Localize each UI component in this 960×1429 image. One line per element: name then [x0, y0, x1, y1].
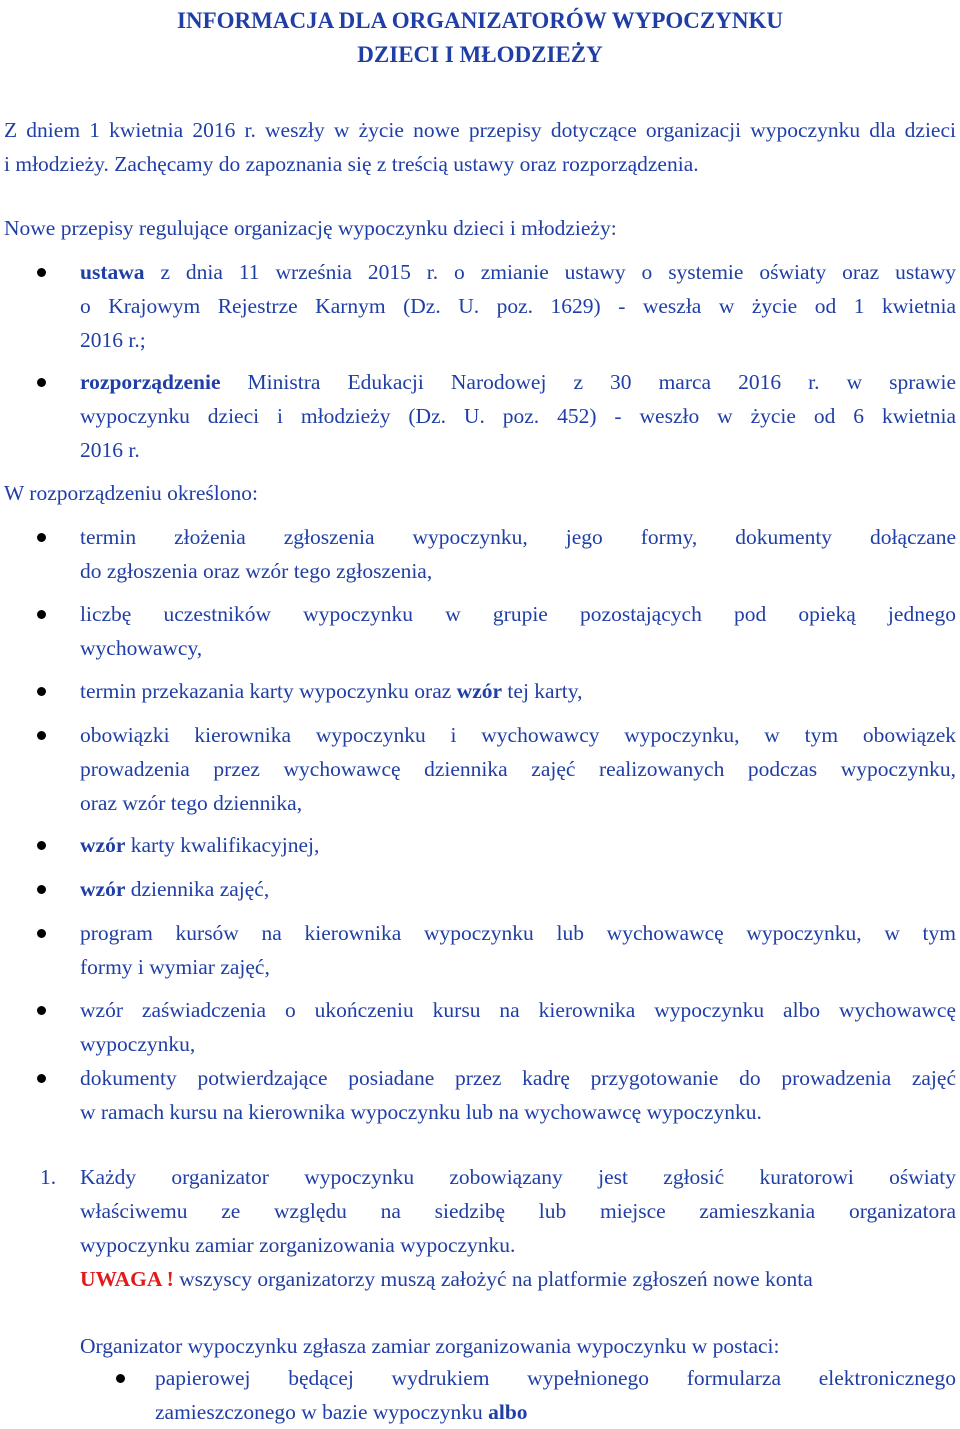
specified-item: dokumenty potwierdzające posiadane przez kadrę przygotowanie do prowadzenia zajęć w ramach kursu na kierownika wypoczynku lub na wychowawcę wypoczynku. — [80, 1066, 956, 1124]
bullet-icon — [116, 1374, 125, 1383]
regulation-item-ustawa — [80, 255, 956, 357]
specified-item: program kursów na kierownika wypoczynku lub wychowawcę wypoczynku, w tym formy i wymiar zajęć, — [80, 921, 956, 979]
list-number: 1. — [40, 1165, 57, 1189]
regulation-line: ustawa z dnia 11 września 2015 r. o zmianie ustawy o systemie oświaty oraz ustawy — [80, 260, 956, 284]
bullet-icon — [37, 731, 46, 740]
specified-item: obowiązki kierownika wypoczynku i wychowawcy wypoczynku, w tym obowiązek prowadzenia przez wychowawcę dziennika zajęć realizowanych podczas wypoczynku, oraz wzór tego dziennika, — [80, 723, 956, 815]
bullet-icon — [37, 533, 46, 542]
specified-item: termin złożenia zgłoszenia wypoczynku, jego formy, dokumenty dołączane do zgłoszenia oraz wzór tego zgłoszenia, — [80, 525, 956, 583]
rozporzadzenie-link[interactable]: rozporządzenie — [80, 370, 221, 394]
form-option-item: papierowej będącej wydrukiem wypełnionego formularza elektronicznego zamieszczonego w bazie wypoczynku albo — [155, 1366, 956, 1424]
warning-line: UWAGA ! wszyscy organizatorzy muszą założyć na platformie zgłoszeń nowe konta — [80, 1267, 813, 1291]
specified-heading: W rozporządzeniu określono: — [4, 481, 258, 505]
document-title — [0, 4, 960, 72]
intro-line-2: i młodzieży. Zachęcamy do zapoznania się z treścią ustawy oraz rozporządzenia. — [4, 152, 699, 176]
specified-item: wzór dziennika zajęć, — [80, 877, 270, 901]
bullet-icon — [37, 885, 46, 894]
intro-paragraph — [4, 113, 956, 181]
regulation-line: 2016 r.; — [80, 328, 146, 352]
bullet-icon — [37, 687, 46, 696]
warning-label: UWAGA ! — [80, 1267, 174, 1291]
bullet-icon — [37, 929, 46, 938]
specified-item: termin przekazania karty wypoczynku oraz wzór tej karty, — [80, 679, 583, 703]
bullet-icon — [37, 1006, 46, 1015]
title-line-2: DZIECI I MŁODZIEŻY — [357, 42, 603, 67]
bullet-icon — [37, 610, 46, 619]
regulation-line: 2016 r. — [80, 438, 140, 462]
intro-line-1: Z dniem 1 kwietnia 2016 r. weszły w życie nowe przepisy dotyczące organizacji wypoczynku dla dzieci — [4, 118, 956, 142]
form-heading: Organizator wypoczynku zgłasza zamiar zorganizowania wypoczynku w postaci: — [80, 1334, 780, 1358]
regulations-heading: Nowe przepisy regulujące organizację wypoczynku dzieci i młodzieży: — [4, 216, 617, 240]
regulation-line: o Krajowym Rejestrze Karnym (Dz. U. poz. 1629) - weszła w życie od 1 kwietnia — [80, 294, 956, 318]
numbered-item: Każdy organizator wypoczynku zobowiązany jest zgłosić kuratorowi oświaty właściwemu ze względu na siedzibę lub miejsce zamieszkania organizatora wypoczynku zamiar zorganizowania wypoczynku. UWAGA ! wszyscy organizatorzy muszą założyć na platformie zgłoszeń nowe konta — [80, 1160, 956, 1296]
bullet-icon — [37, 378, 46, 387]
specified-item: wzór karty kwalifikacyjnej, — [80, 833, 320, 857]
specified-item: liczbę uczestników wypoczynku w grupie pozostających pod opieką jednego wychowawcy, — [80, 602, 956, 660]
specified-item: wzór zaświadczenia o ukończeniu kursu na kierownika wypoczynku albo wychowawcę wypoczynku, — [80, 998, 956, 1056]
regulation-item-rozporzadzenie — [80, 365, 956, 467]
regulation-line: wypoczynku dzieci i młodzieży (Dz. U. poz. 452) - weszło w życie od 6 kwietnia — [80, 404, 956, 428]
bullet-icon — [37, 1074, 46, 1083]
ustawa-link[interactable]: ustawa — [80, 260, 145, 284]
title-line-1: INFORMACJA DLA ORGANIZATORÓW WYPOCZYNKU — [177, 8, 783, 33]
bullet-icon — [37, 841, 46, 850]
regulation-line: rozporządzenie Ministra Edukacji Narodowej z 30 marca 2016 r. w sprawie — [80, 370, 956, 394]
bullet-icon — [37, 268, 46, 277]
